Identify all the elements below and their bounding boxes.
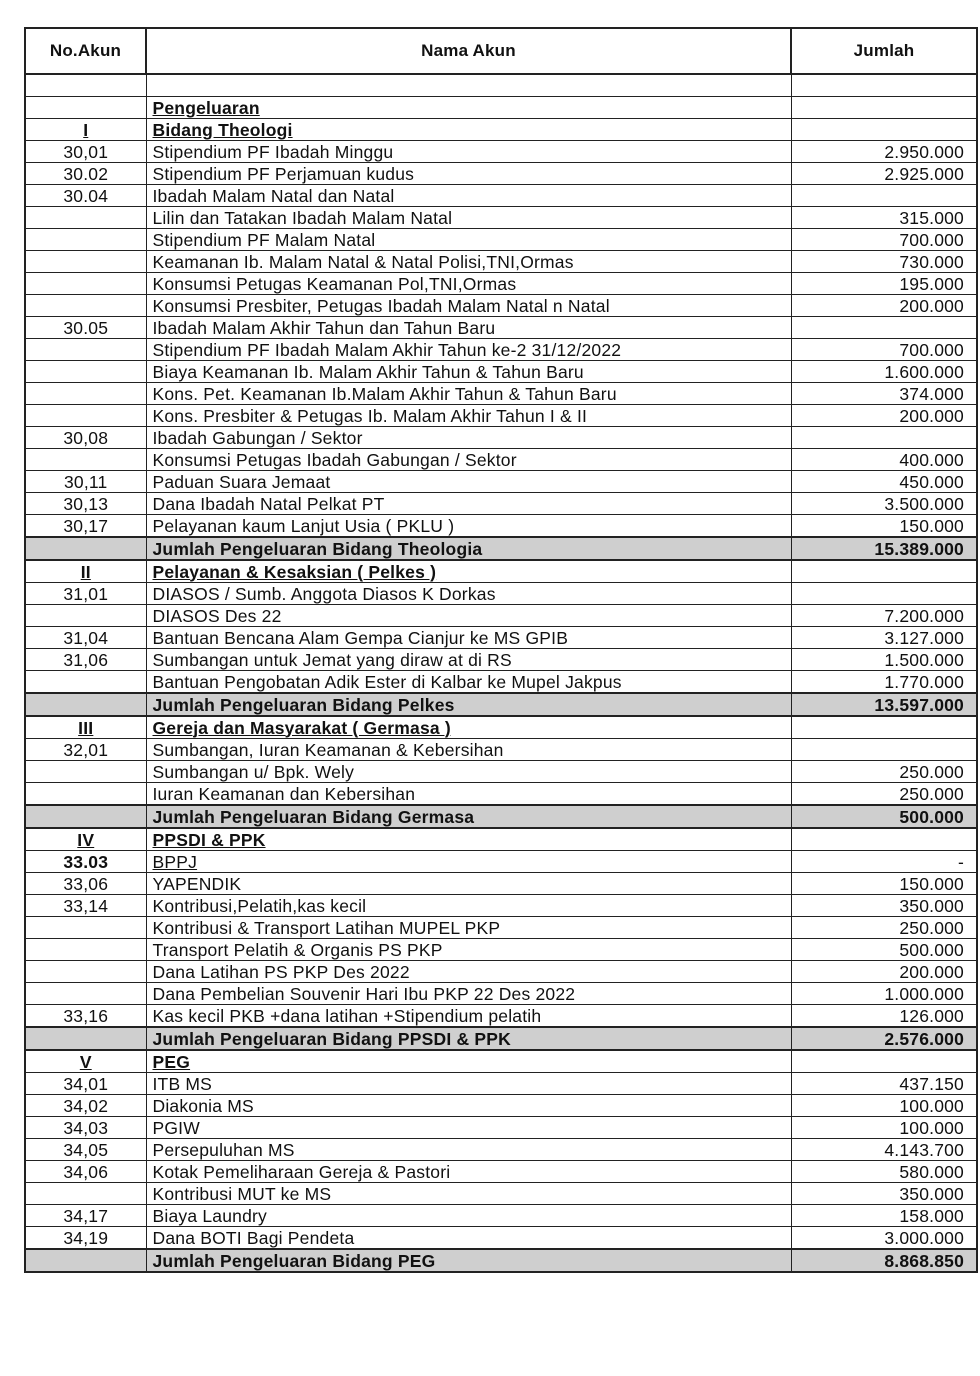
nama-cell: Bantuan Bencana Alam Gempa Cianjur ke MS GPIB — [146, 627, 791, 649]
jumlah-cell: 13.597.000 — [791, 693, 977, 716]
jumlah-cell: 3.000.000 — [791, 1227, 977, 1250]
nama-cell: Jumlah Pengeluaran Bidang Pelkes — [146, 693, 791, 716]
table-row — [25, 671, 977, 694]
akun-cell — [25, 961, 146, 983]
nama-cell: Kons. Pet. Keamanan Ib.Malam Akhir Tahun & Tahun Baru — [146, 383, 791, 405]
akun-cell: 30,01 — [25, 141, 146, 163]
table-row — [25, 251, 977, 273]
nama-cell: Konsumsi Presbiter, Petugas Ibadah Malam Natal n Natal — [146, 295, 791, 317]
akun-cell — [25, 693, 146, 716]
table-row — [25, 783, 977, 806]
akun-cell: IV — [25, 828, 146, 851]
nama-cell: Persepuluhan MS — [146, 1139, 791, 1161]
header-row — [25, 28, 977, 74]
section-row — [25, 1050, 977, 1073]
nama-cell: PEG — [146, 1050, 791, 1073]
akun-cell: 31,01 — [25, 583, 146, 605]
jumlah-cell: 350.000 — [791, 895, 977, 917]
table-row — [25, 917, 977, 939]
nama-cell: Dana BOTI Bagi Pendeta — [146, 1227, 791, 1250]
akun-cell — [25, 983, 146, 1005]
nama-cell: Ibadah Malam Akhir Tahun dan Tahun Baru — [146, 317, 791, 339]
table-row — [25, 851, 977, 873]
jumlah-cell: 400.000 — [791, 449, 977, 471]
table-row — [25, 1205, 977, 1227]
table-row — [25, 1183, 977, 1205]
table-row — [25, 739, 977, 761]
jumlah-cell: 2.925.000 — [791, 163, 977, 185]
akun-cell: 32,01 — [25, 739, 146, 761]
akun-cell — [25, 339, 146, 361]
nama-cell: Pelayanan & Kesaksian ( Pelkes ) — [146, 560, 791, 583]
nama-cell: Paduan Suara Jemaat — [146, 471, 791, 493]
nama-cell: DIASOS Des 22 — [146, 605, 791, 627]
jumlah-cell: 100.000 — [791, 1117, 977, 1139]
nama-cell: Stipendium PF Malam Natal — [146, 229, 791, 251]
table-row — [25, 317, 977, 339]
jumlah-cell: 2.950.000 — [791, 141, 977, 163]
jumlah-cell — [791, 119, 977, 141]
jumlah-cell: 15.389.000 — [791, 537, 977, 560]
jumlah-cell: 2.576.000 — [791, 1027, 977, 1050]
table-row — [25, 1139, 977, 1161]
akun-cell: 31,04 — [25, 627, 146, 649]
section-row — [25, 716, 977, 739]
total-row — [25, 805, 977, 828]
jumlah-cell: 580.000 — [791, 1161, 977, 1183]
akun-cell: 33,16 — [25, 1005, 146, 1028]
col-header-akun: No.Akun — [25, 28, 146, 74]
akun-cell — [25, 537, 146, 560]
jumlah-cell: - — [791, 851, 977, 873]
table-row — [25, 605, 977, 627]
table-row — [25, 961, 977, 983]
table-row — [25, 405, 977, 427]
table-row — [25, 163, 977, 185]
jumlah-cell: 374.000 — [791, 383, 977, 405]
table-row — [25, 1095, 977, 1117]
jumlah-cell: 250.000 — [791, 761, 977, 783]
nama-cell: BPPJ — [146, 851, 791, 873]
total-row — [25, 1249, 977, 1272]
akun-cell: 34,06 — [25, 1161, 146, 1183]
jumlah-cell: 700.000 — [791, 339, 977, 361]
akun-cell: 30.05 — [25, 317, 146, 339]
jumlah-cell: 126.000 — [791, 1005, 977, 1028]
table-row — [25, 1073, 977, 1095]
jumlah-cell: 1.000.000 — [791, 983, 977, 1005]
akun-cell — [25, 207, 146, 229]
col-header-nama: Nama Akun — [146, 28, 791, 74]
akun-cell — [25, 783, 146, 806]
nama-cell: Kons. Presbiter & Petugas Ib. Malam Akhir Tahun I & II — [146, 405, 791, 427]
section-row — [25, 560, 977, 583]
akun-cell: 31,06 — [25, 649, 146, 671]
jumlah-cell — [791, 1050, 977, 1073]
nama-cell: PPSDI & PPK — [146, 828, 791, 851]
table-row — [25, 493, 977, 515]
akun-cell: 30.02 — [25, 163, 146, 185]
jumlah-cell: 700.000 — [791, 229, 977, 251]
table-row — [25, 273, 977, 295]
akun-cell — [25, 74, 146, 97]
akun-cell: 33,14 — [25, 895, 146, 917]
akun-cell: 30,11 — [25, 471, 146, 493]
nama-cell: Ibadah Gabungan / Sektor — [146, 427, 791, 449]
jumlah-cell: 150.000 — [791, 515, 977, 538]
nama-cell: Bantuan Pengobatan Adik Ester di Kalbar ke Mupel Jakpus — [146, 671, 791, 694]
akun-cell: 34,01 — [25, 1073, 146, 1095]
nama-cell: Lilin dan Tatakan Ibadah Malam Natal — [146, 207, 791, 229]
nama-cell: Biaya Keamanan Ib. Malam Akhir Tahun & Tahun Baru — [146, 361, 791, 383]
nama-cell: Pelayanan kaum Lanjut Usia ( PKLU ) — [146, 515, 791, 538]
nama-cell: Dana Latihan PS PKP Des 2022 — [146, 961, 791, 983]
akun-cell — [25, 939, 146, 961]
akun-cell: 34,02 — [25, 1095, 146, 1117]
jumlah-cell: 437.150 — [791, 1073, 977, 1095]
nama-cell: Diakonia MS — [146, 1095, 791, 1117]
nama-cell: Kotak Pemeliharaan Gereja & Pastori — [146, 1161, 791, 1183]
section-row — [25, 97, 977, 119]
nama-cell: Konsumsi Petugas Keamanan Pol,TNI,Ormas — [146, 273, 791, 295]
total-row — [25, 693, 977, 716]
jumlah-cell: 195.000 — [791, 273, 977, 295]
jumlah-cell: 7.200.000 — [791, 605, 977, 627]
table-row — [25, 515, 977, 538]
akun-cell: 34,19 — [25, 1227, 146, 1250]
section-row — [25, 828, 977, 851]
jumlah-cell: 100.000 — [791, 1095, 977, 1117]
akun-cell: 30,17 — [25, 515, 146, 538]
nama-cell: Pengeluaran — [146, 97, 791, 119]
akun-cell — [25, 449, 146, 471]
akun-cell — [25, 405, 146, 427]
jumlah-cell — [791, 739, 977, 761]
section-row — [25, 119, 977, 141]
jumlah-cell — [791, 317, 977, 339]
table-row — [25, 1005, 977, 1028]
table-row — [25, 427, 977, 449]
table-row — [25, 229, 977, 251]
nama-cell: Keamanan Ib. Malam Natal & Natal Polisi,TNI,Ormas — [146, 251, 791, 273]
jumlah-cell: 500.000 — [791, 939, 977, 961]
akun-cell — [25, 361, 146, 383]
nama-cell: Sumbangan, Iuran Keamanan & Kebersihan — [146, 739, 791, 761]
nama-cell: DIASOS / Sumb. Anggota Diasos K Dorkas — [146, 583, 791, 605]
table-row — [25, 1161, 977, 1183]
jumlah-cell: 730.000 — [791, 251, 977, 273]
jumlah-cell: 315.000 — [791, 207, 977, 229]
nama-cell: Kontribusi & Transport Latihan MUPEL PKP — [146, 917, 791, 939]
nama-cell: Jumlah Pengeluaran Bidang PEG — [146, 1249, 791, 1272]
table-row — [25, 74, 977, 97]
akun-cell: III — [25, 716, 146, 739]
table-row — [25, 339, 977, 361]
akun-cell — [25, 917, 146, 939]
nama-cell: Jumlah Pengeluaran Bidang PPSDI & PPK — [146, 1027, 791, 1050]
nama-cell: ITB MS — [146, 1073, 791, 1095]
akun-cell — [25, 1027, 146, 1050]
table-row — [25, 1227, 977, 1250]
table-header — [25, 28, 977, 74]
akun-cell: 34,17 — [25, 1205, 146, 1227]
nama-cell: Jumlah Pengeluaran Bidang Germasa — [146, 805, 791, 828]
jumlah-cell: 250.000 — [791, 783, 977, 806]
total-row — [25, 537, 977, 560]
nama-cell: Ibadah Malam Natal dan Natal — [146, 185, 791, 207]
akun-cell — [25, 251, 146, 273]
nama-cell: Sumbangan u/ Bpk. Wely — [146, 761, 791, 783]
jumlah-cell — [791, 560, 977, 583]
nama-cell: Konsumsi Petugas Ibadah Gabungan / Sektor — [146, 449, 791, 471]
jumlah-cell: 200.000 — [791, 405, 977, 427]
akun-cell: 34,05 — [25, 1139, 146, 1161]
nama-cell: Dana Pembelian Souvenir Hari Ibu PKP 22 Des 2022 — [146, 983, 791, 1005]
table-row — [25, 583, 977, 605]
akun-cell: 34,03 — [25, 1117, 146, 1139]
table-row — [25, 895, 977, 917]
jumlah-cell: 158.000 — [791, 1205, 977, 1227]
jumlah-cell: 3.127.000 — [791, 627, 977, 649]
akun-cell — [25, 605, 146, 627]
jumlah-cell — [791, 427, 977, 449]
jumlah-cell: 450.000 — [791, 471, 977, 493]
jumlah-cell: 1.500.000 — [791, 649, 977, 671]
nama-cell: PGIW — [146, 1117, 791, 1139]
table-row — [25, 939, 977, 961]
akun-cell — [25, 1183, 146, 1205]
table-row — [25, 141, 977, 163]
jumlah-cell: 200.000 — [791, 295, 977, 317]
jumlah-cell: 500.000 — [791, 805, 977, 828]
nama-cell — [146, 74, 791, 97]
akun-cell — [25, 761, 146, 783]
akun-cell: II — [25, 560, 146, 583]
jumlah-cell: 1.770.000 — [791, 671, 977, 694]
table-row — [25, 471, 977, 493]
col-header-jumlah: Jumlah — [791, 28, 977, 74]
table-row — [25, 1117, 977, 1139]
table-row — [25, 449, 977, 471]
table-row — [25, 383, 977, 405]
jumlah-cell: 250.000 — [791, 917, 977, 939]
jumlah-cell — [791, 74, 977, 97]
akun-cell: 33.03 — [25, 851, 146, 873]
jumlah-cell — [791, 583, 977, 605]
table-row — [25, 649, 977, 671]
nama-cell: YAPENDIK — [146, 873, 791, 895]
table-row — [25, 873, 977, 895]
akun-cell — [25, 671, 146, 694]
jumlah-cell — [791, 97, 977, 119]
nama-cell: Biaya Laundry — [146, 1205, 791, 1227]
table-row — [25, 207, 977, 229]
nama-cell: Stipendium PF Perjamuan kudus — [146, 163, 791, 185]
jumlah-cell: 350.000 — [791, 1183, 977, 1205]
jumlah-cell: 150.000 — [791, 873, 977, 895]
jumlah-cell — [791, 828, 977, 851]
nama-cell: Jumlah Pengeluaran Bidang Theologia — [146, 537, 791, 560]
akun-cell: V — [25, 1050, 146, 1073]
nama-cell: Transport Pelatih & Organis PS PKP — [146, 939, 791, 961]
expense-table — [24, 27, 978, 1273]
table-row — [25, 627, 977, 649]
akun-cell — [25, 229, 146, 251]
expense-sheet — [24, 27, 976, 1273]
akun-cell: I — [25, 119, 146, 141]
nama-cell: Stipendium PF Ibadah Minggu — [146, 141, 791, 163]
table-row — [25, 361, 977, 383]
jumlah-cell: 3.500.000 — [791, 493, 977, 515]
table-row — [25, 761, 977, 783]
akun-cell: 30,13 — [25, 493, 146, 515]
jumlah-cell: 4.143.700 — [791, 1139, 977, 1161]
table-body — [25, 74, 977, 1272]
jumlah-cell: 8.868.850 — [791, 1249, 977, 1272]
table-row — [25, 185, 977, 207]
nama-cell: Dana Ibadah Natal Pelkat PT — [146, 493, 791, 515]
jumlah-cell — [791, 716, 977, 739]
nama-cell: Stipendium PF Ibadah Malam Akhir Tahun ke-2 31/12/2022 — [146, 339, 791, 361]
total-row — [25, 1027, 977, 1050]
jumlah-cell — [791, 185, 977, 207]
akun-cell: 33,06 — [25, 873, 146, 895]
table-row — [25, 983, 977, 1005]
table-row — [25, 295, 977, 317]
akun-cell: 30,08 — [25, 427, 146, 449]
nama-cell: Iuran Keamanan dan Kebersihan — [146, 783, 791, 806]
akun-cell — [25, 1249, 146, 1272]
nama-cell: Sumbangan untuk Jemat yang diraw at di RS — [146, 649, 791, 671]
nama-cell: Gereja dan Masyarakat ( Germasa ) — [146, 716, 791, 739]
jumlah-cell: 200.000 — [791, 961, 977, 983]
akun-cell — [25, 97, 146, 119]
akun-cell — [25, 383, 146, 405]
akun-cell: 30.04 — [25, 185, 146, 207]
nama-cell: Bidang Theologi — [146, 119, 791, 141]
akun-cell — [25, 295, 146, 317]
nama-cell: Kas kecil PKB +dana latihan +Stipendium pelatih — [146, 1005, 791, 1028]
nama-cell: Kontribusi,Pelatih,kas kecil — [146, 895, 791, 917]
jumlah-cell: 1.600.000 — [791, 361, 977, 383]
nama-cell: Kontribusi MUT ke MS — [146, 1183, 791, 1205]
akun-cell — [25, 805, 146, 828]
akun-cell — [25, 273, 146, 295]
